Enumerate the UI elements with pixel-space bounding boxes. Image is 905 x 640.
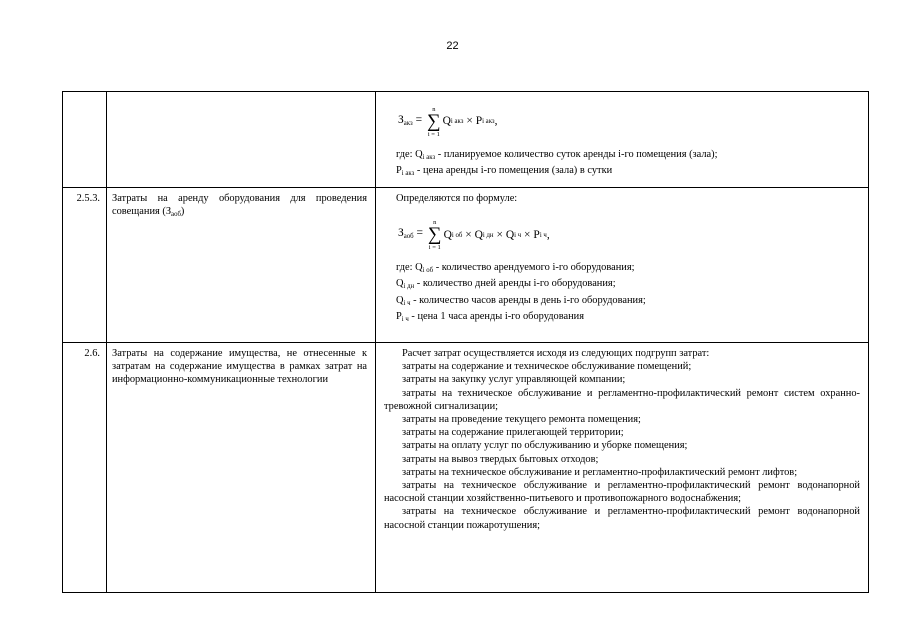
item-name-cell: Затраты на аренду оборудования для проведения совещания $(З_{аоб})$: [107, 188, 376, 343]
item-description-cell: [376, 92, 869, 188]
table-row: [63, 188, 869, 343]
item-number-cell: 2.6.: [63, 343, 107, 593]
list-item: затраты на техническое обслуживание и регламентно-профилактический ремонт лифтов;: [402, 466, 798, 478]
list-item: затраты на содержание прилегающей территории;: [402, 427, 624, 439]
formula-legend-line: $Q_{i дн}$ - количество дней аренды i-го оборудования;: [396, 278, 616, 291]
list-item: затраты на вывоз твердых бытовых отходов;: [402, 453, 599, 465]
formula-akz: $З_{акз}$ = n ∑ i = 1 Q i акз × P i акз ,: [398, 106, 498, 138]
table-row: [63, 92, 869, 188]
table-row: [63, 343, 869, 593]
sum-icon: n ∑ i = 1: [428, 219, 442, 252]
formula-intro: Определяются по формуле:: [396, 193, 518, 204]
formula-aob: $З_{аоб}$ = n ∑ i = 1 Q i об × Q i дн × Q i ч × P i ч ,: [398, 219, 550, 252]
item-number-cell: [63, 92, 107, 188]
formula-legend-line: где: $Q_{i об}$ - количество арендуемого i-го оборудования;: [396, 262, 635, 275]
list-item: затраты на проведение текущего ремонта помещения;: [402, 414, 641, 426]
list-item: затраты на оплату услуг по обслуживанию и уборке помещения;: [402, 440, 688, 452]
list-item: Расчет затрат осуществляется исходя из следующих подгрупп затрат:: [402, 348, 710, 359]
list-item: затраты на закупку услуг управляющей компании;: [402, 374, 626, 386]
sum-icon: n ∑ i = 1: [427, 106, 441, 138]
list-item: затраты на техническое обслуживание и регламентно-профилактический ремонт систем охранно-тревожной сигнализации;: [384, 387, 860, 412]
item-name-cell: Затраты на содержание имущества, не отнесенные к затратам на содержание имущества в рамках затрат на информационно-коммуникационные технологии: [107, 343, 376, 593]
page-number: 22: [446, 40, 459, 52]
item-number-cell: 2.5.3.: [63, 188, 107, 343]
list-item: затраты на содержание и техническое обслуживание помещений;: [402, 361, 692, 373]
formula-legend-line: $P_{i акз}$ - цена аренды i-го помещения (зала) в сутки: [396, 165, 613, 178]
item-name-cell: [107, 92, 376, 188]
list-item: затраты на техническое обслуживание и регламентно-профилактический ремонт водонапорной насосной станции пожаротушения;: [384, 506, 860, 531]
list-item: затраты на техническое обслуживание и регламентно-профилактический ремонт водонапорной насосной станции хозяйственно-питьевого и противопожарного водоснабжения;: [384, 480, 860, 505]
formula-legend-line: $Q_{i ч}$ - количество часов аренды в день i-го оборудования;: [396, 294, 646, 307]
formula-legend-line: $P_{i ч}$ - цена 1 часа аренды i-го оборудования: [396, 310, 585, 323]
formula-legend-line: где: $Q_{i акз}$ - планируемое количество суток аренды i-го помещения (зала);: [396, 149, 718, 161]
item-description-cell: [376, 188, 869, 343]
costs-table: [62, 91, 869, 593]
item-description-cell: [376, 343, 869, 593]
